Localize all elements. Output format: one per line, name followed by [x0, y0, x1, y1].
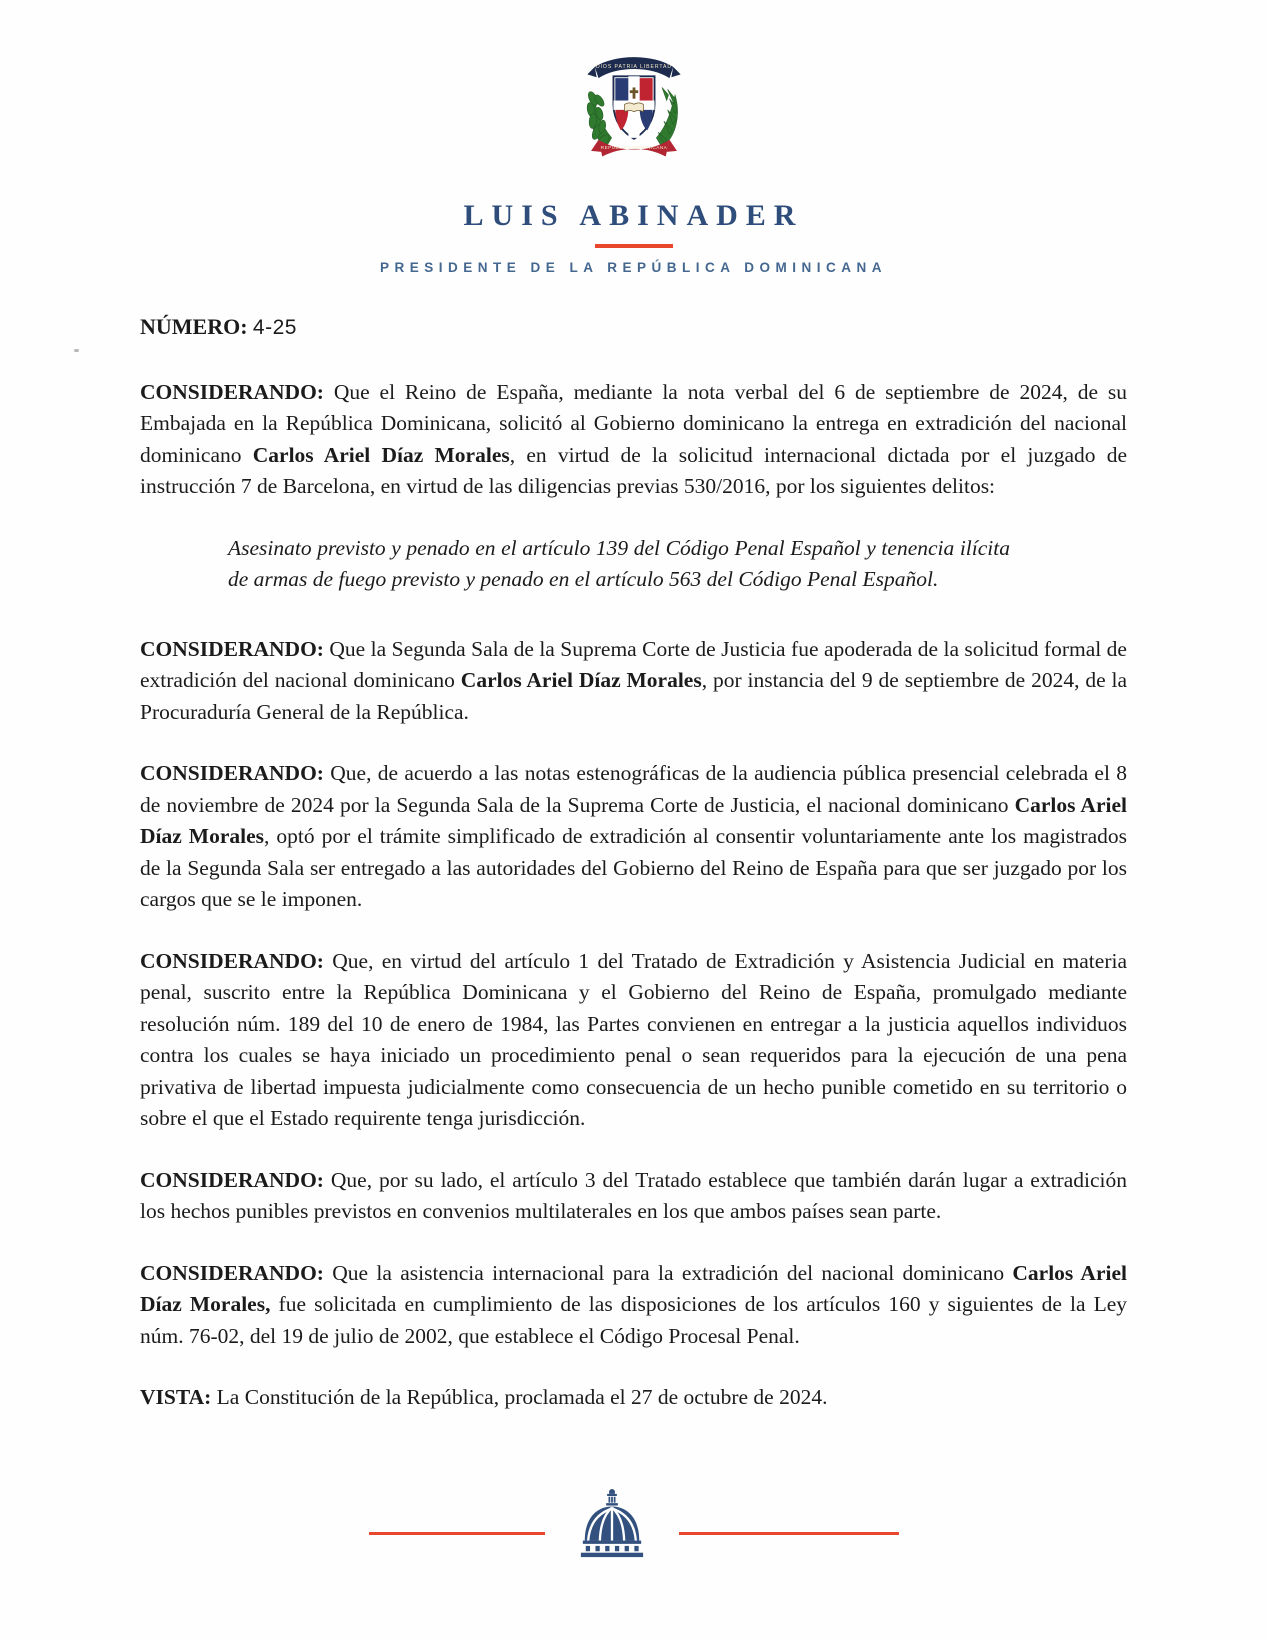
coat-motto: DIOS PATRIA LIBERTAD — [595, 63, 672, 70]
page-footer — [0, 1487, 1267, 1563]
considerando-2: CONSIDERANDO: Que la Segunda Sala de la Suprema Corte de Justicia fue apoderada de la solicitud formal de extradición del nacional dominicano Carlos Ariel Díaz Morales, por instancia del 9 de septiembre de 2024, de la Procuraduría General de la República. — [140, 636, 1128, 724]
paragraph-list — [140, 377, 1127, 1414]
vista: VISTA: La Constitución de la República, proclamada el 27 de octubre de 2024. — [140, 1385, 828, 1409]
considerando-1: CONSIDERANDO: Que el Reino de España, mediante la nota verbal del 6 de septiembre de 2024, de su Embajada en la República Dominicana, solicitó al Gobierno dominicano la entrega en extradición del nacional dominicano Carlos Ariel Díaz Morales, en virtud de la solicitud internacional dictada por el juzgado de instrucción 7 de Barcelona, en virtud de las diligencias previas 530/2016, por los siguientes delitos: — [140, 379, 1128, 498]
offense-quote: Asesinato previsto y penado en el artículo 139 del Código Penal Español y tenencia ilícita de armas de fuego previsto y penado en el artículo 563 del Código Penal Español. — [228, 535, 1010, 591]
decree-number-label: NÚMERO: — [140, 314, 248, 339]
document-body — [140, 311, 1127, 1414]
considerando-5: CONSIDERANDO: Que, por su lado, el artículo 3 del Tratado establece que también darán lugar a extradición los hechos punibles previstos en convenios multilaterales en los que ambos países sean parte. — [140, 1167, 1127, 1223]
decree-number-value: 4-25 — [252, 316, 297, 339]
considerando-3: CONSIDERANDO: Que, de acuerdo a las notas estenográficas de la audiencia pública presencial celebrada el 8 de noviembre de 2024 por la Segunda Sala de la Suprema Corte de Justicia, el nacional dominicano Carlos Ariel Díaz Morales, optó por el trámite simplificado de extradición al consentir voluntariamente ante los magistrados de la Segunda Sala ser entregado a las autoridades del Gobierno del Reino de España para que ser juzgado por los cargos que se le imponen. — [140, 761, 1127, 911]
letterhead — [0, 46, 1267, 275]
dominican-coat-of-arms-icon — [578, 46, 690, 170]
president-title: PRESIDENTE DE LA REPÚBLICA DOMINICANA — [379, 260, 887, 275]
national-palace-dome-icon — [577, 1487, 647, 1563]
coat-banner: REPÚBLICA DOMINICANA — [600, 145, 667, 151]
scan-artifact — [74, 349, 79, 352]
president-name: LUIS ABINADER — [463, 199, 804, 232]
decree-number — [140, 311, 1127, 344]
considerando-6: CONSIDERANDO: Que la asistencia internacional para la extradición del nacional dominicano Carlos Ariel Díaz Morales, fue solicitada en cumplimiento de las disposiciones de los artículos 160 y siguientes de la Ley núm. 76-02, del 19 de julio de 2002, que establece el Código Procesal Penal. — [140, 1260, 1127, 1348]
considerando-4: CONSIDERANDO: Que, en virtud del artículo 1 del Tratado de Extradición y Asistencia Judicial en materia penal, suscrito entre la República Dominicana y el Gobierno del Reino de España, promulgado mediante resolución núm. 189 del 10 de enero de 1984, las Partes convienen en entregar a la justicia aquellos individuos contra los cuales se haya iniciado un procedimiento penal o sean requeridos para la ejecución de una pena privativa de libertad impuesta judicialmente como consecuencia de un hecho punible cometido en su territorio o sobre el que el Estado requirente tenga jurisdicción. — [140, 948, 1127, 1130]
accent-underline — [595, 244, 673, 248]
footer-rule-right — [679, 1532, 899, 1535]
footer-rule-left — [369, 1532, 545, 1535]
